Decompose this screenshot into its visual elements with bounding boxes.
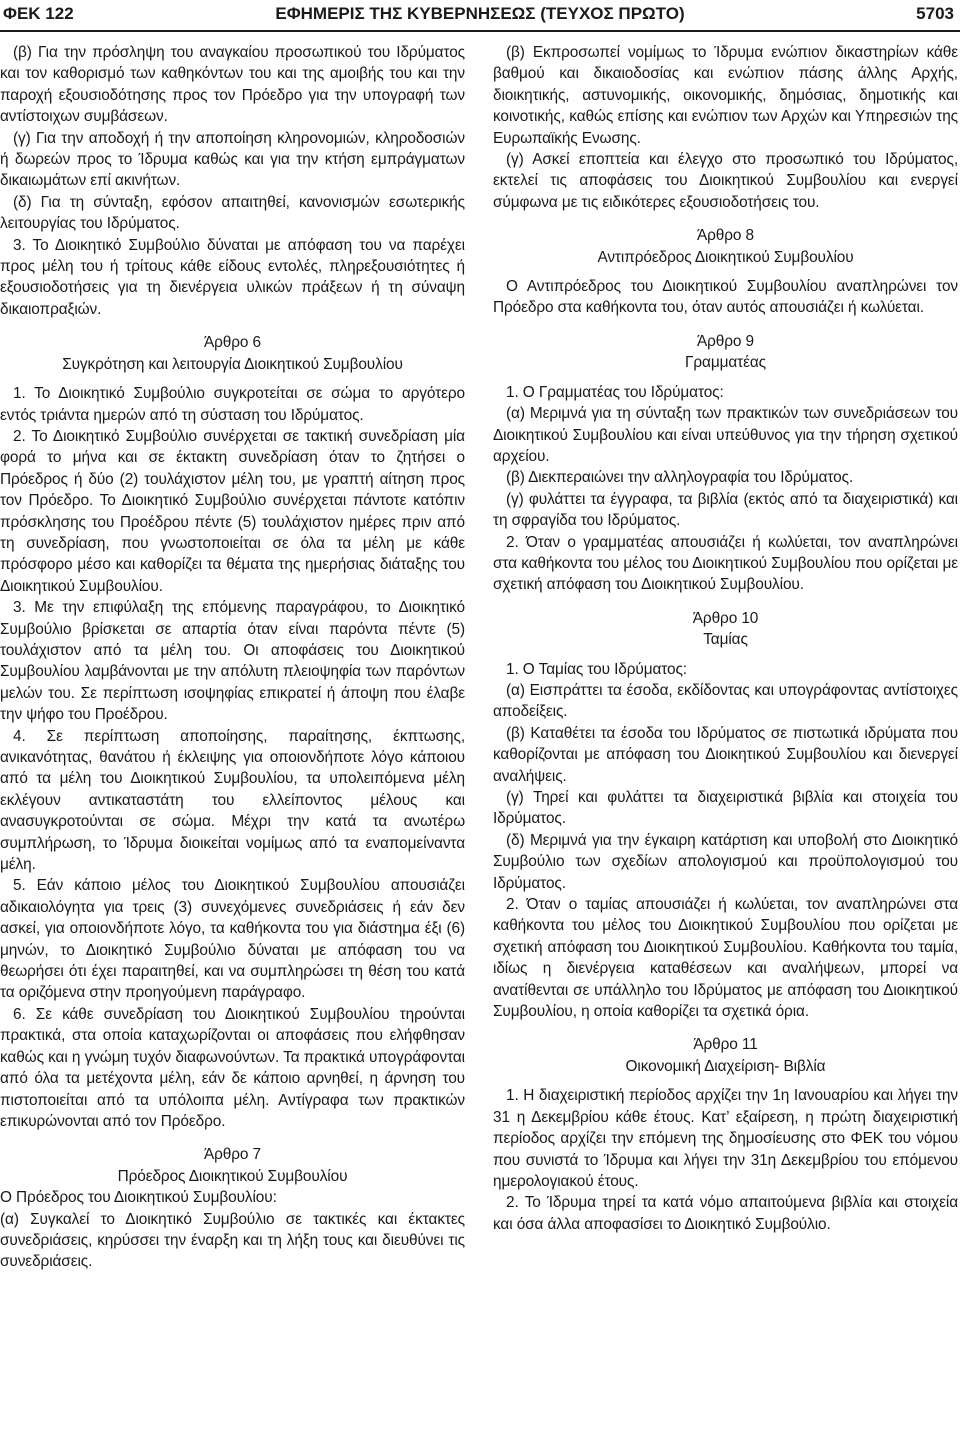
paragraph: (β) Εκπροσωπεί νομίμως το Ίδρυμα ενώπιον δικαστηρίων κάθε βαθμού και δικαιοδοσίας και ενώπιον πάσης άλλης Αρχής, διοικητικής, αστυνομικής, οικονομικής, δημόσιας, δημοτικής και κοινοτικής, καθώς επίσης και ενώπιον των Αρχών και Υπηρεσιών της Ευρωπαϊκής Ενωσης. <box>493 44 958 147</box>
left-column <box>0 42 465 1273</box>
paragraph: (β) Διεκπεραιώνει την αλληλογραφία του Ιδρύματος. <box>506 469 854 487</box>
paragraph: 1. Ο Γραμματέας του Ιδρύματος: <box>506 383 724 401</box>
article-6-subtitle: Συγκρότηση και λειτουργία Διοικητικού Συμβουλίου <box>62 355 403 373</box>
paragraph: 2. Όταν ο ταμίας απουσιάζει ή κωλύεται, τον αναπληρώνει στα καθήκοντα του μέλος του Διοικητικού Συμβουλίου που ορίζεται με σχετική απόφαση του Διοικητικού Συμβουλίου. Καθήκοντα του ταμία, ιδίως η διενέργεια καταθέσεων και αναλήψεων, μπορεί να ανατίθενται σε υπάλληλο του Ιδρύματος με απόφαση του Διοικητικού Συμβουλίου, η οποία καθορίζει τα σχετικά όρια. <box>493 896 958 1021</box>
paragraph: (γ) Για την αποδοχή ή την αποποίηση κληρονομιών, κληροδοσιών ή δωρεών προς το Ίδρυμα καθώς και για την κτήση εμπράγματων δικαιωμάτων επί ακινήτων. <box>0 129 465 190</box>
article-6-title: Άρθρο 6 <box>203 334 262 352</box>
paragraph: 4. Σε περίπτωση αποποίησης, παραίτησης, έκπτωσης, ανικανότητας, θανάτου ή έκλειψης για οποιονδήποτε λόγο κάποιου από τα μέλη του Διοικητικού Συμβουλίου, τα υπολειπόμενα μέλη εκλέγουν αντικαταστάτη του ελλείποντος μέλους και ανασυγκροτούνται σε σώμα. Μέχρι την κατά τα ανωτέρω συμπλήρωση, το Ίδρυμα διοικείται νομίμως από τα εναπομείναντα μέλη. <box>0 727 465 874</box>
article-9-subtitle: Γραμματέας <box>684 354 767 372</box>
article-10-subtitle: Ταμίας <box>703 631 748 649</box>
right-column <box>493 42 958 1235</box>
paragraph: 2. Όταν ο γραμματέας απουσιάζει ή κωλύεται, τον αναπληρώνει στα καθήκοντα του μέλος του Διοικητικού Συμβουλίου που ορίζεται με σχετική απόφαση του Διοικητικού Συμβουλίου. <box>493 533 958 594</box>
article-8-subtitle: Αντιπρόεδρος Διοικητικού Συμβουλίου <box>597 248 854 266</box>
header-rule <box>0 30 960 32</box>
paragraph: 3. Το Διοικητικό Συμβούλιο δύναται με απόφαση του να παρέχει προς μέλη του ή τρίτους κάθε είδους εντολές, πληρεξουσιότητες ή εξουσιοδοτήσεις για τη διενέργεια υλικών πράξεων ή τη σύναψη δικαιοπραξιών. <box>0 236 465 318</box>
paragraph: 5. Εάν κάποιο μέλος του Διοικητικού Συμβουλίου απουσιάζει αδικαιολόγητα για τρεις (3) συνεχόμενες συνεδριάσεις ή εάν δεν ασκεί, για οποιονδήποτε λόγο, τα καθήκοντα του για διάστημα έξι (6) μηνών, το Διοικητικό Συμβούλιο δύναται με απόφαση του να θεωρήσει ότι έχει παραιτηθεί, και να συμπληρώσει τη θέση του κατά τα οριζόμενα στην προηγούμενη παράγραφο. <box>0 877 465 1002</box>
article-11-title: Άρθρο 11 <box>693 1036 758 1054</box>
paragraph: (β) Καταθέτει τα έσοδα του Ιδρύματος σε πιστωτικά ιδρύματα που καθορίζονται με απόφαση του Διοικητικού Συμβουλίου και διενεργεί αναλήψεις. <box>493 724 958 785</box>
paragraph: Ο Πρόεδρος του Διοικητικού Συμβουλίου: <box>0 1189 277 1207</box>
issue-number: ΦΕΚ 122 <box>3 4 74 23</box>
paragraph: 3. Με την επιφύλαξη της επόμενης παραγράφου, το Διοικητικό Συμβούλιο βρίσκεται σε απαρτία όταν είναι παρόντα πέντε (5) τουλάχιστον από τα μέλη του. Οι αποφάσεις του Διοικητικού Συμβουλίου λαμβάνονται με την απόλυτη πλειοψηφία των παρόντων μελών του. Σε περίπτωση ισοψηφίας επικρατεί ή άποψη που έλαβε την ψήφο του Προέδρου. <box>0 599 465 724</box>
paragraph: (α) Συγκαλεί το Διοικητικό Συμβούλιο σε τακτικές και έκτακτες συνεδριάσεις, κηρύσσει την έναρξη και τη λήξη τους και διευθύνει τις συνεδριάσεις. <box>0 1210 465 1271</box>
paragraph: 1. Ο Ταμίας του Ιδρύματος: <box>506 660 687 678</box>
article-8-title: Άρθρο 8 <box>696 227 755 245</box>
article-7-subtitle: Πρόεδρος Διοικητικού Συμβουλίου <box>117 1167 348 1185</box>
page-header <box>0 0 960 32</box>
paragraph: (δ) Για τη σύνταξη, εφόσον απαιτηθεί, κανονισμών εσωτερικής λειτουργίας του Ιδρύματος. <box>0 193 465 233</box>
article-11-subtitle: Οικονομική Διαχείριση- Βιβλία <box>625 1057 826 1075</box>
article-9-title: Άρθρο 9 <box>696 332 755 350</box>
paragraph: (α) Μεριμνά για τη σύνταξη των πρακτικών των συνεδριάσεων του Διοικητικού Συμβουλίου και είναι υπεύθυνος για την τήρηση σχετικού αρχείου. <box>493 405 958 465</box>
paragraph: (β) Για την πρόσληψη του αναγκαίου προσωπικού του Ιδρύματος και τον καθορισμό των καθηκόντων του και της αμοιβής του και την παροχή εξουσιοδότησης προς τον Πρόεδρο για την υπογραφή των αντίστοιχων συμβάσεων. <box>0 44 465 126</box>
paragraph: 1. Η διαχειριστική περίοδος αρχίζει την 1η Ιανουαρίου και λήγει την 31 η Δεκεμβρίου κάθε έτους. Κατ’ εξαίρεση, η πρώτη διαχειριστική περίοδος αρχίζει την επόμενη της δημοσίευσης στο ΦΕΚ του νόμου που συνιστά το Ίδρυμα και λήγει την 31η Δεκεμβρίου του επόμενου ημερολογιακού έτους. <box>493 1087 958 1190</box>
paragraph: 2. Το Διοικητικό Συμβούλιο συνέρχεται σε τακτική συνεδρίαση μία φορά το μήνα και σε έκτακτη συνεδρίαση όταν το ζητήσει ο Πρόεδρος ή δύο (2) τουλάχιστον μέλη του, με γραπτή αίτηση προς τον Πρόεδρο. Το Διοικητικό Συμβούλιο συνέρχεται πάντοτε κατόπιν πρόσκλησης του Προέδρου πέντε (5) τουλάχιστον ημέρες πριν από τη συνεδρίαση, που γνωστοποιείται σε όλα τα μέλη με κάθε πρόσφορο μέσο και καθορίζει τα θέματα της ημερήσιας διάταξης του Διοικητικού Συμβουλίου. <box>0 427 465 595</box>
paragraph: 6. Σε κάθε συνεδρίαση του Διοικητικού Συμβουλίου τηρούνται πρακτικά, στα οποία καταχωρίζονται οι αποφάσεις που ελήφθησαν καθώς και η γνώμη τυχόν διαφωνούντων. Τα πρακτικά υπογράφονται από όλα τα μετέχοντα μέλη, εάν δε κάποιο αρνηθεί, η άρνηση του πιστοποιείται από τα υπόλοιπα μέλη. Αντίγραφα των πρακτικών επικυρώνονται από τον Πρόεδρο. <box>0 1005 465 1130</box>
paragraph: 2. Το Ίδρυμα τηρεί τα κατά νόμο απαιτούμενα βιβλία και στοιχεία και όσα άλλα αποφασίσει το Διοικητικό Συμβούλιο. <box>493 1194 958 1233</box>
paragraph: Ο Αντιπρόεδρος του Διοικητικού Συμβουλίου αναπληρώνει τον Πρόεδρο στα καθήκοντα του, όταν αυτός απουσιάζει ή κωλύεται. <box>493 278 958 317</box>
paragraph: (γ) φυλάττει τα έγγραφα, τα βιβλία (εκτός από τα διαχειριστικά) και τη σφραγίδα του Ιδρύματος. <box>493 490 958 530</box>
gazette-title: ΕΦΗΜΕΡΙΣ ΤΗΣ ΚΥΒΕΡΝΗΣΕΩΣ (ΤΕΥΧΟΣ ΠΡΩΤΟ) <box>275 4 685 23</box>
paragraph: (α) Εισπράττει τα έσοδα, εκδίδοντας και υπογράφοντας αντίστοιχες αποδείξεις. <box>493 681 958 721</box>
article-10-title: Άρθρο 10 <box>692 609 759 627</box>
paragraph: (δ) Μεριμνά για την έγκαιρη κατάρτιση και υποβολή στο Διοικητικό Συμβούλιο των σχεδίων απολογισμού και προϋπολογισμού του Ιδρύματος. <box>493 831 958 892</box>
paragraph: 1. Το Διοικητικό Συμβούλιο συγκροτείται σε σώμα το αργότερο εντός τριάντα ημερών από τη σύσταση του Ιδρύματος. <box>0 385 465 424</box>
article-7-title: Άρθρο 7 <box>203 1146 262 1164</box>
paragraph: (γ) Τηρεί και φυλάττει τα διαχειριστικά βιβλία και στοιχεία του Ιδρύματος. <box>493 789 958 828</box>
page-number: 5703 <box>916 4 954 23</box>
paragraph: (γ) Ασκεί εποπτεία και έλεγχο στο προσωπικό του Ιδρύματος, εκτελεί τις αποφάσεις του Διοικητικού Συμβουλίου και ενεργεί σύμφωνα με τις ειδικότερες εξουσιοδοτήσεις του. <box>493 151 958 211</box>
